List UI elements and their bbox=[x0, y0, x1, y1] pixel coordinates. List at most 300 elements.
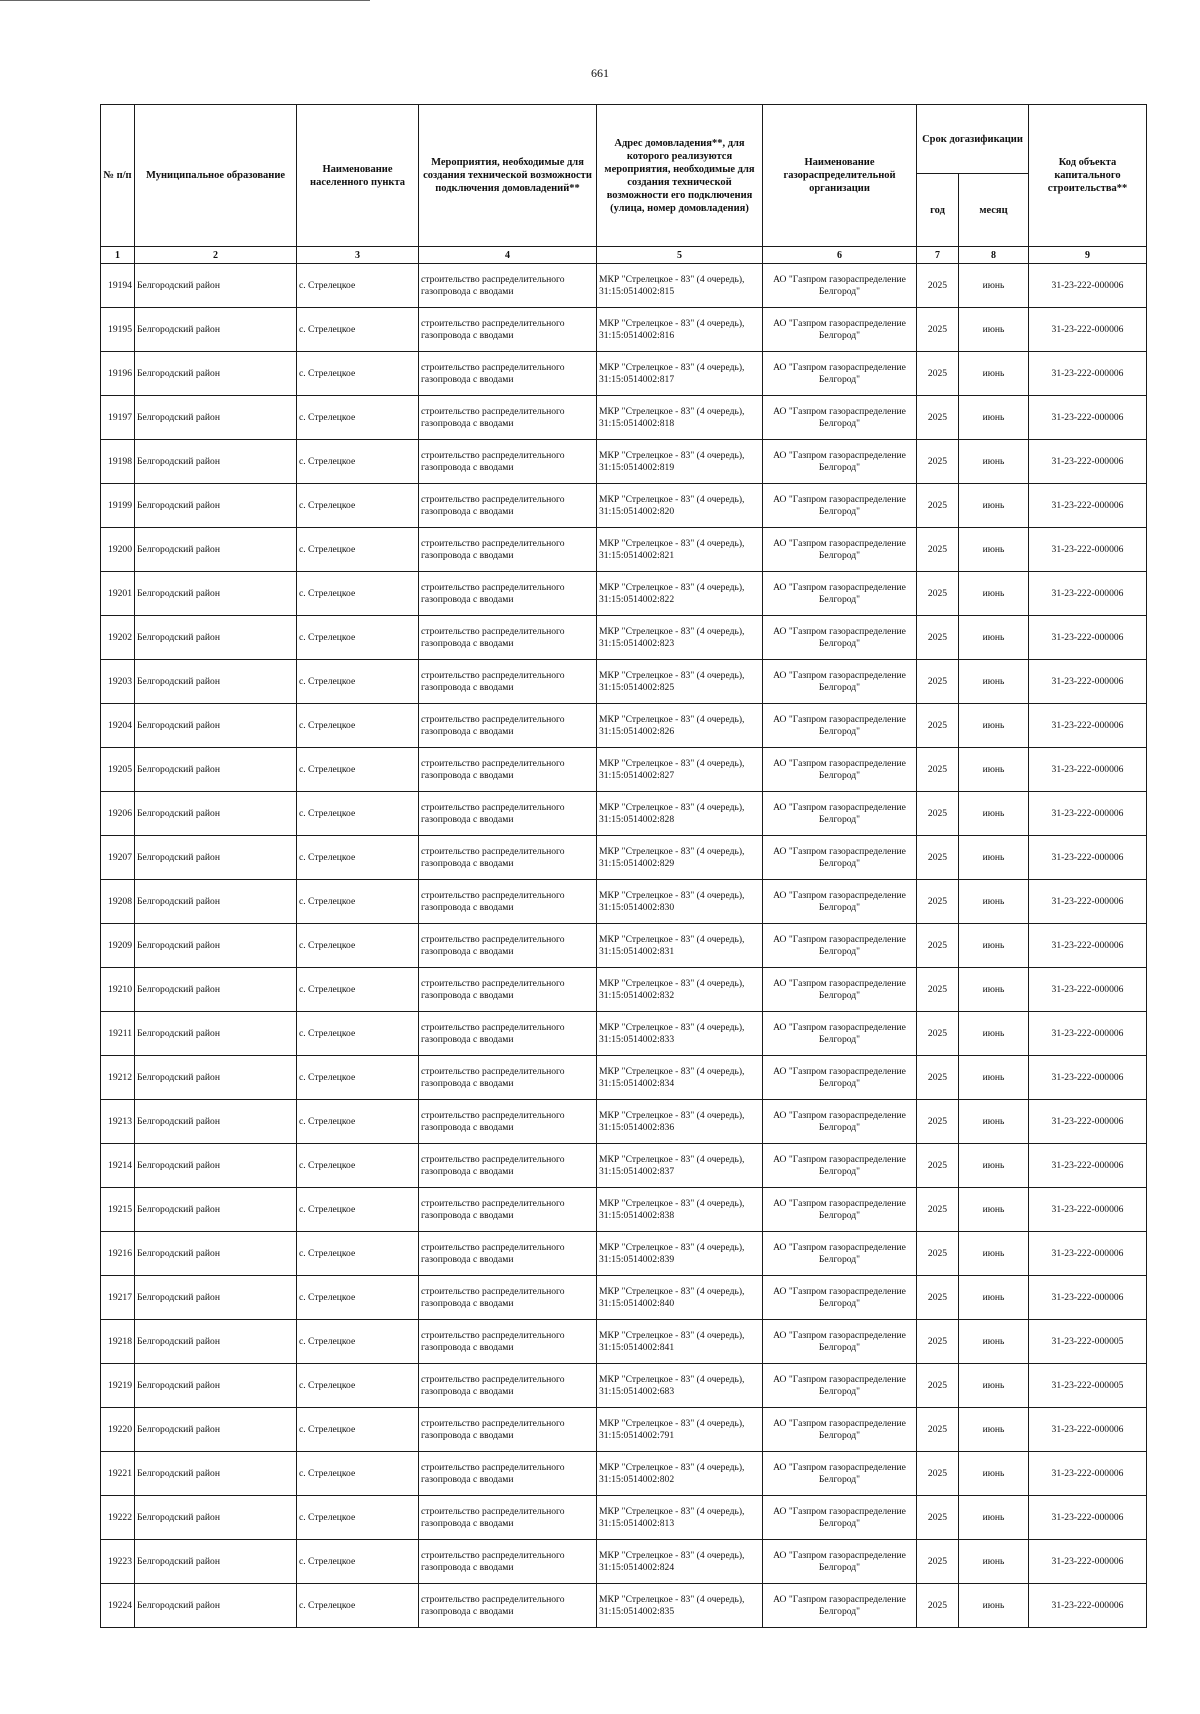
cell-object-code: 31-23-222-000006 bbox=[1029, 880, 1147, 924]
cell-measures: строительство распределительного газопровода с вводами bbox=[419, 1144, 597, 1188]
header-settlement: Наименование населенного пункта bbox=[297, 105, 419, 247]
cell-municipality: Белгородский район bbox=[135, 1452, 297, 1496]
cell-address: МКР "Стрелецкое - 83" (4 очередь), 31:15:0514002:829 bbox=[597, 836, 763, 880]
cell-gas-org: АО "Газпром газораспределение Белгород" bbox=[763, 836, 917, 880]
cell-year: 2025 bbox=[917, 1188, 959, 1232]
cell-num: 19213 bbox=[101, 1100, 135, 1144]
cell-measures: строительство распределительного газопровода с вводами bbox=[419, 924, 597, 968]
cell-gas-org: АО "Газпром газораспределение Белгород" bbox=[763, 308, 917, 352]
cell-settlement: с. Стрелецкое bbox=[297, 924, 419, 968]
cell-month: июнь bbox=[959, 1012, 1029, 1056]
cell-year: 2025 bbox=[917, 1584, 959, 1628]
cell-address: МКР "Стрелецкое - 83" (4 очередь), 31:15:0514002:791 bbox=[597, 1408, 763, 1452]
cell-settlement: с. Стрелецкое bbox=[297, 1408, 419, 1452]
page-number: 661 bbox=[591, 66, 609, 80]
cell-municipality: Белгородский район bbox=[135, 1540, 297, 1584]
table-row bbox=[101, 1100, 1147, 1144]
cell-month: июнь bbox=[959, 1100, 1029, 1144]
cell-municipality: Белгородский район bbox=[135, 1232, 297, 1276]
cell-gas-org: АО "Газпром газораспределение Белгород" bbox=[763, 1364, 917, 1408]
cell-year: 2025 bbox=[917, 484, 959, 528]
cell-gas-org: АО "Газпром газораспределение Белгород" bbox=[763, 792, 917, 836]
cell-address: МКР "Стрелецкое - 83" (4 очередь), 31:15:0514002:822 bbox=[597, 572, 763, 616]
cell-gas-org: АО "Газпром газораспределение Белгород" bbox=[763, 968, 917, 1012]
cell-settlement: с. Стрелецкое bbox=[297, 792, 419, 836]
cell-month: июнь bbox=[959, 264, 1029, 308]
cell-num: 19206 bbox=[101, 792, 135, 836]
cell-measures: строительство распределительного газопровода с вводами bbox=[419, 1100, 597, 1144]
cell-settlement: с. Стрелецкое bbox=[297, 1144, 419, 1188]
cell-measures: строительство распределительного газопровода с вводами bbox=[419, 1452, 597, 1496]
cell-address: МКР "Стрелецкое - 83" (4 очередь), 31:15:0514002:832 bbox=[597, 968, 763, 1012]
cell-municipality: Белгородский район bbox=[135, 528, 297, 572]
cell-municipality: Белгородский район bbox=[135, 1496, 297, 1540]
cell-measures: строительство распределительного газопровода с вводами bbox=[419, 264, 597, 308]
cell-year: 2025 bbox=[917, 1540, 959, 1584]
cell-gas-org: АО "Газпром газораспределение Белгород" bbox=[763, 1452, 917, 1496]
cell-measures: строительство распределительного газопровода с вводами bbox=[419, 440, 597, 484]
cell-address: МКР "Стрелецкое - 83" (4 очередь), 31:15:0514002:820 bbox=[597, 484, 763, 528]
cell-gas-org: АО "Газпром газораспределение Белгород" bbox=[763, 528, 917, 572]
cell-measures: строительство распределительного газопровода с вводами bbox=[419, 352, 597, 396]
cell-num: 19209 bbox=[101, 924, 135, 968]
cell-month: июнь bbox=[959, 1320, 1029, 1364]
column-number-cell: 8 bbox=[959, 247, 1029, 264]
cell-year: 2025 bbox=[917, 1320, 959, 1364]
cell-gas-org: АО "Газпром газораспределение Белгород" bbox=[763, 616, 917, 660]
cell-month: июнь bbox=[959, 704, 1029, 748]
cell-month: июнь bbox=[959, 1452, 1029, 1496]
cell-address: МКР "Стрелецкое - 83" (4 очередь), 31:15:0514002:835 bbox=[597, 1584, 763, 1628]
cell-year: 2025 bbox=[917, 616, 959, 660]
cell-year: 2025 bbox=[917, 352, 959, 396]
cell-num: 19218 bbox=[101, 1320, 135, 1364]
cell-municipality: Белгородский район bbox=[135, 836, 297, 880]
cell-settlement: с. Стрелецкое bbox=[297, 572, 419, 616]
cell-num: 19205 bbox=[101, 748, 135, 792]
cell-gas-org: АО "Газпром газораспределение Белгород" bbox=[763, 1408, 917, 1452]
cell-gas-org: АО "Газпром газораспределение Белгород" bbox=[763, 1012, 917, 1056]
cell-gas-org: АО "Газпром газораспределение Белгород" bbox=[763, 1276, 917, 1320]
cell-object-code: 31-23-222-000006 bbox=[1029, 1540, 1147, 1584]
cell-address: МКР "Стрелецкое - 83" (4 очередь), 31:15:0514002:833 bbox=[597, 1012, 763, 1056]
cell-municipality: Белгородский район bbox=[135, 1320, 297, 1364]
cell-measures: строительство распределительного газопровода с вводами bbox=[419, 1188, 597, 1232]
header-gas-org: Наименование газораспределительной организации bbox=[763, 105, 917, 247]
cell-address: МКР "Стрелецкое - 83" (4 очередь), 31:15:0514002:817 bbox=[597, 352, 763, 396]
cell-year: 2025 bbox=[917, 528, 959, 572]
cell-year: 2025 bbox=[917, 1056, 959, 1100]
cell-address: МКР "Стрелецкое - 83" (4 очередь), 31:15:0514002:823 bbox=[597, 616, 763, 660]
cell-num: 19199 bbox=[101, 484, 135, 528]
cell-measures: строительство распределительного газопровода с вводами bbox=[419, 1232, 597, 1276]
cell-measures: строительство распределительного газопровода с вводами bbox=[419, 792, 597, 836]
cell-gas-org: АО "Газпром газораспределение Белгород" bbox=[763, 1540, 917, 1584]
table-row bbox=[101, 308, 1147, 352]
cell-year: 2025 bbox=[917, 440, 959, 484]
cell-measures: строительство распределительного газопровода с вводами bbox=[419, 660, 597, 704]
header-deadline: Срок догазификации bbox=[917, 105, 1029, 174]
cell-year: 2025 bbox=[917, 660, 959, 704]
cell-address: МКР "Стрелецкое - 83" (4 очередь), 31:15:0514002:802 bbox=[597, 1452, 763, 1496]
cell-municipality: Белгородский район bbox=[135, 660, 297, 704]
cell-municipality: Белгородский район bbox=[135, 968, 297, 1012]
cell-object-code: 31-23-222-000006 bbox=[1029, 484, 1147, 528]
cell-num: 19212 bbox=[101, 1056, 135, 1100]
cell-num: 19216 bbox=[101, 1232, 135, 1276]
cell-settlement: с. Стрелецкое bbox=[297, 1452, 419, 1496]
cell-object-code: 31-23-222-000006 bbox=[1029, 968, 1147, 1012]
cell-month: июнь bbox=[959, 1496, 1029, 1540]
cell-object-code: 31-23-222-000006 bbox=[1029, 308, 1147, 352]
cell-gas-org: АО "Газпром газораспределение Белгород" bbox=[763, 352, 917, 396]
cell-municipality: Белгородский район bbox=[135, 1408, 297, 1452]
cell-year: 2025 bbox=[917, 1496, 959, 1540]
cell-measures: строительство распределительного газопровода с вводами bbox=[419, 1056, 597, 1100]
cell-month: июнь bbox=[959, 880, 1029, 924]
cell-measures: строительство распределительного газопровода с вводами bbox=[419, 836, 597, 880]
table-row bbox=[101, 396, 1147, 440]
cell-year: 2025 bbox=[917, 1012, 959, 1056]
cell-object-code: 31-23-222-000006 bbox=[1029, 1056, 1147, 1100]
cell-address: МКР "Стрелецкое - 83" (4 очередь), 31:15:0514002:824 bbox=[597, 1540, 763, 1584]
table-row bbox=[101, 1408, 1147, 1452]
header-municipality: Муниципальное образование bbox=[135, 105, 297, 247]
cell-month: июнь bbox=[959, 1188, 1029, 1232]
column-number-cell: 9 bbox=[1029, 247, 1147, 264]
cell-year: 2025 bbox=[917, 264, 959, 308]
header-address: Адрес домовладения**, для которого реализуются мероприятия, необходимые для создания технической возможности его подключения (улица, номер домовладения) bbox=[597, 105, 763, 247]
table-header bbox=[101, 105, 1147, 264]
cell-municipality: Белгородский район bbox=[135, 308, 297, 352]
cell-num: 19207 bbox=[101, 836, 135, 880]
cell-gas-org: АО "Газпром газораспределение Белгород" bbox=[763, 1320, 917, 1364]
cell-month: июнь bbox=[959, 352, 1029, 396]
cell-month: июнь bbox=[959, 396, 1029, 440]
cell-municipality: Белгородский район bbox=[135, 616, 297, 660]
cell-gas-org: АО "Газпром газораспределение Белгород" bbox=[763, 440, 917, 484]
cell-object-code: 31-23-222-000006 bbox=[1029, 1408, 1147, 1452]
column-number-cell: 2 bbox=[135, 247, 297, 264]
cell-year: 2025 bbox=[917, 1452, 959, 1496]
cell-municipality: Белгородский район bbox=[135, 1364, 297, 1408]
cell-measures: строительство распределительного газопровода с вводами bbox=[419, 704, 597, 748]
table-row bbox=[101, 1144, 1147, 1188]
cell-measures: строительство распределительного газопровода с вводами bbox=[419, 1408, 597, 1452]
cell-measures: строительство распределительного газопровода с вводами bbox=[419, 1496, 597, 1540]
cell-measures: строительство распределительного газопровода с вводами bbox=[419, 396, 597, 440]
cell-num: 19195 bbox=[101, 308, 135, 352]
column-number-cell: 6 bbox=[763, 247, 917, 264]
cell-object-code: 31-23-222-000006 bbox=[1029, 1100, 1147, 1144]
cell-year: 2025 bbox=[917, 1364, 959, 1408]
cell-address: МКР "Стрелецкое - 83" (4 очередь), 31:15:0514002:841 bbox=[597, 1320, 763, 1364]
cell-gas-org: АО "Газпром газораспределение Белгород" bbox=[763, 1496, 917, 1540]
cell-year: 2025 bbox=[917, 836, 959, 880]
cell-object-code: 31-23-222-000005 bbox=[1029, 1364, 1147, 1408]
table-row bbox=[101, 1188, 1147, 1232]
cell-month: июнь bbox=[959, 1584, 1029, 1628]
cell-address: МКР "Стрелецкое - 83" (4 очередь), 31:15:0514002:834 bbox=[597, 1056, 763, 1100]
cell-measures: строительство распределительного газопровода с вводами bbox=[419, 1540, 597, 1584]
table-row bbox=[101, 1056, 1147, 1100]
cell-settlement: с. Стрелецкое bbox=[297, 1584, 419, 1628]
table-row bbox=[101, 616, 1147, 660]
cell-municipality: Белгородский район bbox=[135, 440, 297, 484]
cell-settlement: с. Стрелецкое bbox=[297, 528, 419, 572]
cell-month: июнь bbox=[959, 792, 1029, 836]
cell-object-code: 31-23-222-000006 bbox=[1029, 616, 1147, 660]
cell-month: июнь bbox=[959, 572, 1029, 616]
cell-settlement: с. Стрелецкое bbox=[297, 704, 419, 748]
cell-object-code: 31-23-222-000006 bbox=[1029, 396, 1147, 440]
header-object-code: Код объекта капитального строительства** bbox=[1029, 105, 1147, 247]
cell-month: июнь bbox=[959, 836, 1029, 880]
cell-year: 2025 bbox=[917, 968, 959, 1012]
cell-measures: строительство распределительного газопровода с вводами bbox=[419, 572, 597, 616]
cell-object-code: 31-23-222-000006 bbox=[1029, 792, 1147, 836]
cell-object-code: 31-23-222-000006 bbox=[1029, 1276, 1147, 1320]
cell-gas-org: АО "Газпром газораспределение Белгород" bbox=[763, 704, 917, 748]
cell-settlement: с. Стрелецкое bbox=[297, 264, 419, 308]
cell-object-code: 31-23-222-000006 bbox=[1029, 1232, 1147, 1276]
cell-measures: строительство распределительного газопровода с вводами bbox=[419, 1364, 597, 1408]
cell-gas-org: АО "Газпром газораспределение Белгород" bbox=[763, 748, 917, 792]
column-number-row bbox=[101, 247, 1147, 264]
cell-gas-org: АО "Газпром газораспределение Белгород" bbox=[763, 396, 917, 440]
cell-object-code: 31-23-222-000006 bbox=[1029, 836, 1147, 880]
cell-municipality: Белгородский район bbox=[135, 792, 297, 836]
cell-address: МКР "Стрелецкое - 83" (4 очередь), 31:15:0514002:816 bbox=[597, 308, 763, 352]
cell-year: 2025 bbox=[917, 572, 959, 616]
cell-settlement: с. Стрелецкое bbox=[297, 352, 419, 396]
cell-object-code: 31-23-222-000006 bbox=[1029, 924, 1147, 968]
cell-num: 19220 bbox=[101, 1408, 135, 1452]
cell-municipality: Белгородский район bbox=[135, 704, 297, 748]
cell-address: МКР "Стрелецкое - 83" (4 очередь), 31:15:0514002:840 bbox=[597, 1276, 763, 1320]
table-row bbox=[101, 968, 1147, 1012]
cell-gas-org: АО "Газпром газораспределение Белгород" bbox=[763, 1056, 917, 1100]
cell-month: июнь bbox=[959, 1540, 1029, 1584]
cell-settlement: с. Стрелецкое bbox=[297, 308, 419, 352]
cell-month: июнь bbox=[959, 528, 1029, 572]
cell-municipality: Белгородский район bbox=[135, 1100, 297, 1144]
cell-num: 19217 bbox=[101, 1276, 135, 1320]
cell-settlement: с. Стрелецкое bbox=[297, 748, 419, 792]
gasification-table bbox=[100, 104, 1147, 1628]
cell-settlement: с. Стрелецкое bbox=[297, 1056, 419, 1100]
cell-object-code: 31-23-222-000006 bbox=[1029, 352, 1147, 396]
cell-address: МКР "Стрелецкое - 83" (4 очередь), 31:15:0514002:839 bbox=[597, 1232, 763, 1276]
cell-measures: строительство распределительного газопровода с вводами bbox=[419, 968, 597, 1012]
cell-measures: строительство распределительного газопровода с вводами bbox=[419, 1584, 597, 1628]
cell-settlement: с. Стрелецкое bbox=[297, 1012, 419, 1056]
table-row bbox=[101, 792, 1147, 836]
cell-num: 19215 bbox=[101, 1188, 135, 1232]
cell-num: 19200 bbox=[101, 528, 135, 572]
table-row bbox=[101, 1320, 1147, 1364]
cell-gas-org: АО "Газпром газораспределение Белгород" bbox=[763, 484, 917, 528]
cell-settlement: с. Стрелецкое bbox=[297, 1364, 419, 1408]
column-number-cell: 1 bbox=[101, 247, 135, 264]
cell-measures: строительство распределительного газопровода с вводами bbox=[419, 748, 597, 792]
cell-settlement: с. Стрелецкое bbox=[297, 1320, 419, 1364]
cell-measures: строительство распределительного газопровода с вводами bbox=[419, 1012, 597, 1056]
table-row bbox=[101, 1276, 1147, 1320]
cell-month: июнь bbox=[959, 616, 1029, 660]
cell-year: 2025 bbox=[917, 704, 959, 748]
cell-year: 2025 bbox=[917, 748, 959, 792]
cell-num: 19219 bbox=[101, 1364, 135, 1408]
table-row bbox=[101, 1540, 1147, 1584]
cell-object-code: 31-23-222-000006 bbox=[1029, 1144, 1147, 1188]
cell-object-code: 31-23-222-000006 bbox=[1029, 440, 1147, 484]
cell-num: 19201 bbox=[101, 572, 135, 616]
cell-settlement: с. Стрелецкое bbox=[297, 836, 419, 880]
cell-municipality: Белгородский район bbox=[135, 748, 297, 792]
cell-address: МКР "Стрелецкое - 83" (4 очередь), 31:15:0514002:828 bbox=[597, 792, 763, 836]
cell-gas-org: АО "Газпром газораспределение Белгород" bbox=[763, 1144, 917, 1188]
cell-municipality: Белгородский район bbox=[135, 1584, 297, 1628]
cell-num: 19202 bbox=[101, 616, 135, 660]
cell-address: МКР "Стрелецкое - 83" (4 очередь), 31:15:0514002:827 bbox=[597, 748, 763, 792]
cell-year: 2025 bbox=[917, 1100, 959, 1144]
column-number-cell: 4 bbox=[419, 247, 597, 264]
cell-object-code: 31-23-222-000006 bbox=[1029, 572, 1147, 616]
cell-address: МКР "Стрелецкое - 83" (4 очередь), 31:15:0514002:831 bbox=[597, 924, 763, 968]
table-row bbox=[101, 924, 1147, 968]
cell-month: июнь bbox=[959, 1276, 1029, 1320]
cell-month: июнь bbox=[959, 484, 1029, 528]
cell-gas-org: АО "Газпром газораспределение Белгород" bbox=[763, 1584, 917, 1628]
cell-municipality: Белгородский район bbox=[135, 352, 297, 396]
table-row bbox=[101, 880, 1147, 924]
table-row bbox=[101, 352, 1147, 396]
cell-municipality: Белгородский район bbox=[135, 1012, 297, 1056]
table-row bbox=[101, 836, 1147, 880]
header-year: год bbox=[917, 174, 959, 247]
column-number-cell: 3 bbox=[297, 247, 419, 264]
cell-municipality: Белгородский район bbox=[135, 572, 297, 616]
cell-gas-org: АО "Газпром газораспределение Белгород" bbox=[763, 1232, 917, 1276]
table-row bbox=[101, 264, 1147, 308]
cell-municipality: Белгородский район bbox=[135, 484, 297, 528]
cell-gas-org: АО "Газпром газораспределение Белгород" bbox=[763, 1188, 917, 1232]
cell-address: МКР "Стрелецкое - 83" (4 очередь), 31:15:0514002:837 bbox=[597, 1144, 763, 1188]
header-measures: Мероприятия, необходимые для создания технической возможности подключения домовладений** bbox=[419, 105, 597, 247]
cell-object-code: 31-23-222-000006 bbox=[1029, 1496, 1147, 1540]
cell-object-code: 31-23-222-000006 bbox=[1029, 528, 1147, 572]
table-row bbox=[101, 572, 1147, 616]
cell-month: июнь bbox=[959, 1056, 1029, 1100]
cell-object-code: 31-23-222-000006 bbox=[1029, 660, 1147, 704]
table-row bbox=[101, 1232, 1147, 1276]
cell-month: июнь bbox=[959, 660, 1029, 704]
cell-year: 2025 bbox=[917, 308, 959, 352]
cell-num: 19208 bbox=[101, 880, 135, 924]
cell-year: 2025 bbox=[917, 1232, 959, 1276]
cell-settlement: с. Стрелецкое bbox=[297, 396, 419, 440]
cell-municipality: Белгородский район bbox=[135, 1144, 297, 1188]
cell-month: июнь bbox=[959, 968, 1029, 1012]
cell-gas-org: АО "Газпром газораспределение Белгород" bbox=[763, 880, 917, 924]
cell-address: МКР "Стрелецкое - 83" (4 очередь), 31:15:0514002:830 bbox=[597, 880, 763, 924]
cell-gas-org: АО "Газпром газораспределение Белгород" bbox=[763, 264, 917, 308]
table-row bbox=[101, 748, 1147, 792]
table-row bbox=[101, 1496, 1147, 1540]
cell-object-code: 31-23-222-000006 bbox=[1029, 748, 1147, 792]
cell-municipality: Белгородский район bbox=[135, 1276, 297, 1320]
cell-settlement: с. Стрелецкое bbox=[297, 660, 419, 704]
table-row bbox=[101, 1012, 1147, 1056]
cell-municipality: Белгородский район bbox=[135, 880, 297, 924]
cell-month: июнь bbox=[959, 1144, 1029, 1188]
cell-num: 19224 bbox=[101, 1584, 135, 1628]
table-row bbox=[101, 1584, 1147, 1628]
cell-measures: строительство распределительного газопровода с вводами bbox=[419, 1276, 597, 1320]
cell-object-code: 31-23-222-000006 bbox=[1029, 704, 1147, 748]
cell-measures: строительство распределительного газопровода с вводами bbox=[419, 1320, 597, 1364]
cell-year: 2025 bbox=[917, 1408, 959, 1452]
cell-num: 19211 bbox=[101, 1012, 135, 1056]
cell-num: 19221 bbox=[101, 1452, 135, 1496]
cell-address: МКР "Стрелецкое - 83" (4 очередь), 31:15:0514002:818 bbox=[597, 396, 763, 440]
cell-num: 19210 bbox=[101, 968, 135, 1012]
table-row bbox=[101, 484, 1147, 528]
cell-measures: строительство распределительного газопровода с вводами bbox=[419, 528, 597, 572]
cell-settlement: с. Стрелецкое bbox=[297, 1100, 419, 1144]
cell-num: 19223 bbox=[101, 1540, 135, 1584]
cell-gas-org: АО "Газпром газораспределение Белгород" bbox=[763, 924, 917, 968]
cell-settlement: с. Стрелецкое bbox=[297, 880, 419, 924]
cell-address: МКР "Стрелецкое - 83" (4 очередь), 31:15:0514002:819 bbox=[597, 440, 763, 484]
cell-year: 2025 bbox=[917, 924, 959, 968]
cell-num: 19203 bbox=[101, 660, 135, 704]
cell-object-code: 31-23-222-000006 bbox=[1029, 264, 1147, 308]
column-number-cell: 7 bbox=[917, 247, 959, 264]
cell-gas-org: АО "Газпром газораспределение Белгород" bbox=[763, 660, 917, 704]
table-row bbox=[101, 440, 1147, 484]
cell-num: 19214 bbox=[101, 1144, 135, 1188]
cell-object-code: 31-23-222-000006 bbox=[1029, 1452, 1147, 1496]
cell-measures: строительство распределительного газопровода с вводами bbox=[419, 880, 597, 924]
cell-settlement: с. Стрелецкое bbox=[297, 1188, 419, 1232]
cell-year: 2025 bbox=[917, 792, 959, 836]
cell-settlement: с. Стрелецкое bbox=[297, 484, 419, 528]
cell-municipality: Белгородский район bbox=[135, 396, 297, 440]
cell-object-code: 31-23-222-000006 bbox=[1029, 1188, 1147, 1232]
cell-num: 19198 bbox=[101, 440, 135, 484]
cell-object-code: 31-23-222-000006 bbox=[1029, 1012, 1147, 1056]
cell-municipality: Белгородский район bbox=[135, 1056, 297, 1100]
cell-month: июнь bbox=[959, 308, 1029, 352]
cell-address: МКР "Стрелецкое - 83" (4 очередь), 31:15:0514002:821 bbox=[597, 528, 763, 572]
cell-num: 19194 bbox=[101, 264, 135, 308]
table-row bbox=[101, 660, 1147, 704]
cell-gas-org: АО "Газпром газораспределение Белгород" bbox=[763, 572, 917, 616]
table-row bbox=[101, 704, 1147, 748]
cell-settlement: с. Стрелецкое bbox=[297, 1276, 419, 1320]
cell-num: 19204 bbox=[101, 704, 135, 748]
cell-address: МКР "Стрелецкое - 83" (4 очередь), 31:15:0514002:813 bbox=[597, 1496, 763, 1540]
cell-year: 2025 bbox=[917, 880, 959, 924]
table-row bbox=[101, 1364, 1147, 1408]
cell-address: МКР "Стрелецкое - 83" (4 очередь), 31:15:0514002:825 bbox=[597, 660, 763, 704]
cell-address: МКР "Стрелецкое - 83" (4 очередь), 31:15:0514002:683 bbox=[597, 1364, 763, 1408]
top-edge-rule bbox=[0, 0, 370, 1]
table-row bbox=[101, 1452, 1147, 1496]
cell-measures: строительство распределительного газопровода с вводами bbox=[419, 484, 597, 528]
